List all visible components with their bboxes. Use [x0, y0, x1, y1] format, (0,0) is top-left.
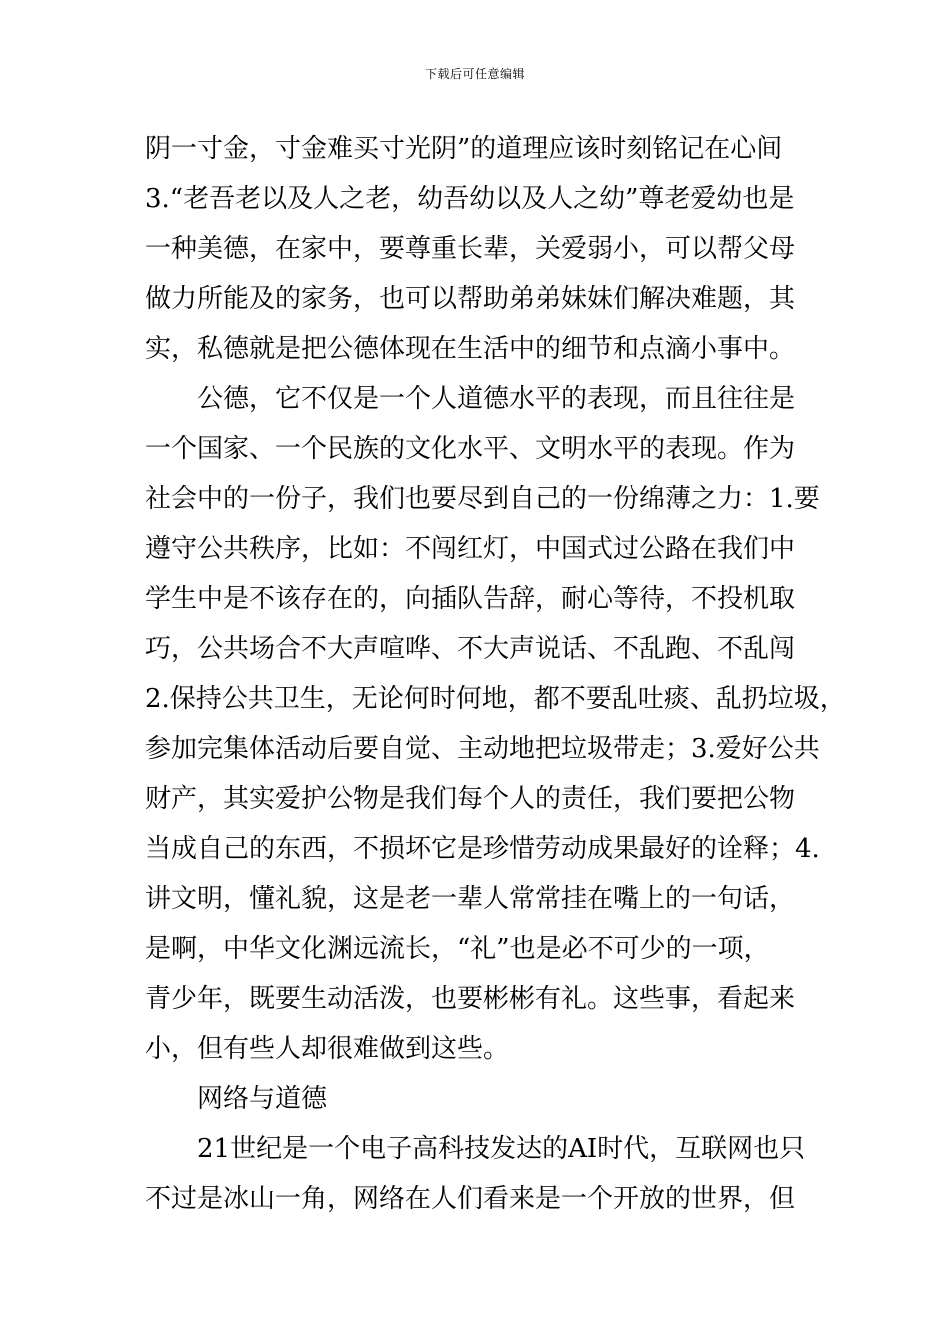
text-line: 社会中的一份子，我们也要尽到自己的一份绵薄之力：1.要 [145, 484, 820, 514]
text-line: 财产，其实爱护公物是我们每个人的责任，我们要把公物 [145, 784, 796, 814]
text-line: 2.保持公共卫生，无论何时何地，都不要乱吐痰、乱扔垃圾， [145, 684, 846, 714]
paragraph-start-line: 公德，它不仅是一个人道德水平的表现，而且往往是 [197, 384, 796, 414]
page-header: 下载后可任意编辑 [424, 67, 525, 81]
section-heading: 网络与道德 [197, 1084, 328, 1114]
text-line: 3.“老吾老以及人之老，幼吾幼以及人之幼”尊老爱幼也是 [145, 184, 795, 214]
text-line: 阴一寸金，寸金难买寸光阴”的道理应该时刻铭记在心间 [145, 134, 783, 164]
text-line: 学生中是不该存在的，向插队告辞，耐心等待，不投机取 [145, 584, 796, 614]
text-line: 当成自己的东西，不损坏它是珍惜劳动成果最好的诠释；4. [145, 834, 820, 864]
text-line: 青少年，既要生动活泼，也要彬彬有礼。这些事，看起来 [145, 984, 796, 1014]
text-line: 小，但有些人却很难做到这些。 [145, 1034, 510, 1064]
text-line: 遵守公共秩序，比如：不闯红灯，中国式过公路在我们中 [145, 534, 796, 564]
text-line: 一个国家、一个民族的文化水平、文明水平的表现。作为 [145, 434, 796, 464]
text-line: 做力所能及的家务，也可以帮助弟弟妹妹们解决难题，其 [145, 284, 796, 314]
text-line: 实，私德就是把公德体现在生活中的细节和点滴小事中。 [145, 334, 796, 364]
paragraph-start-line: 21世纪是一个电子高科技发达的AI时代，互联网也只 [197, 1134, 806, 1164]
text-line: 巧，公共场合不大声喧哗、不大声说话、不乱跑、不乱闯 [145, 634, 796, 664]
text-line: 讲文明，懂礼貌，这是老一辈人常常挂在嘴上的一句话， [145, 884, 796, 914]
text-line: 不过是冰山一角，网络在人们看来是一个开放的世界，但 [145, 1184, 796, 1214]
text-line: 参加完集体活动后要自觉、主动地把垃圾带走；3.爱好公共 [145, 734, 820, 764]
text-line: 是啊，中华文化渊远流长，“礼”也是必不可少的一项， [145, 934, 770, 964]
body-text [145, 124, 846, 1224]
text-line: 一种美德，在家中，要尊重长辈，关爱弱小，可以帮父母 [145, 234, 796, 264]
